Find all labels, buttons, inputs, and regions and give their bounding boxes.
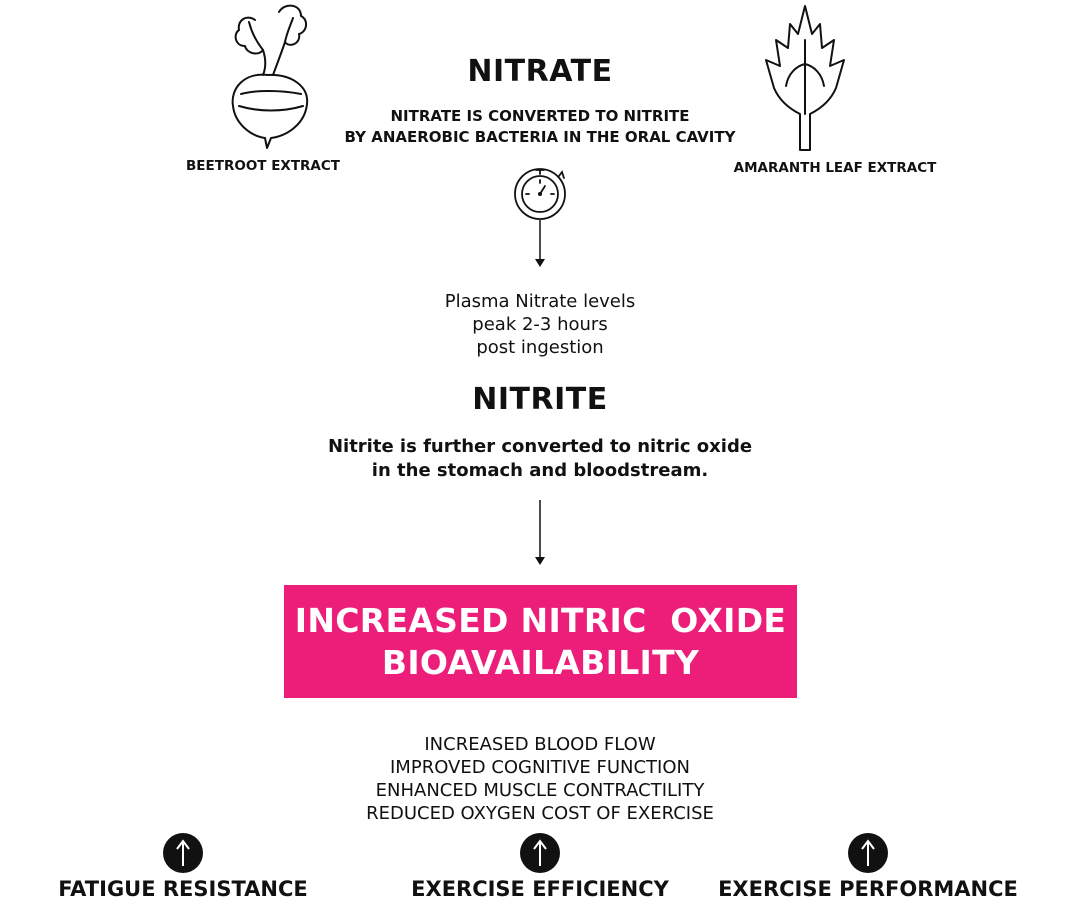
nitrate-title: NITRATE	[467, 54, 613, 89]
stopwatch-icon	[512, 166, 570, 222]
nitrite-description-line: in the stomach and bloodstream.	[371, 460, 709, 481]
arrow-down-2	[533, 500, 547, 568]
effects-list	[290, 733, 790, 825]
effect-item: INCREASED BLOOD FLOW	[424, 734, 656, 755]
plasma-timing-text	[390, 290, 690, 359]
up-arrow-icon	[848, 833, 888, 873]
nitrite-description-line: Nitrite is further converted to nitric oxide	[327, 436, 753, 457]
highlight-line: INCREASED NITRIC OXIDE	[294, 600, 787, 640]
effect-item: ENHANCED MUSCLE CONTRACTILITY	[375, 780, 705, 801]
up-arrow-icon	[163, 833, 203, 873]
timing-line: peak 2-3 hours	[472, 314, 608, 335]
outcome-exercise-efficiency: EXERCISE EFFICIENCY	[411, 877, 669, 901]
nitrate-description-line: NITRATE IS CONVERTED TO NITRITE	[390, 107, 690, 125]
timing-line: post ingestion	[476, 337, 604, 358]
outcome-exercise-performance: EXERCISE PERFORMANCE	[718, 877, 1018, 901]
nitrite-description	[300, 435, 780, 483]
up-arrow-icon	[520, 833, 560, 873]
nitrate-description	[300, 106, 780, 148]
timing-line: Plasma Nitrate levels	[444, 291, 636, 312]
effect-item: IMPROVED COGNITIVE FUNCTION	[390, 757, 690, 778]
amaranth-label: AMARANTH LEAF EXTRACT	[733, 160, 937, 176]
nitrite-title: NITRITE	[472, 382, 608, 417]
outcome-fatigue-resistance: FATIGUE RESISTANCE	[58, 877, 308, 901]
effect-item: REDUCED OXYGEN COST OF EXERCISE	[366, 803, 714, 824]
beetroot-label: BEETROOT EXTRACT	[186, 158, 340, 174]
nitrate-description-line: BY ANAEROBIC BACTERIA IN THE ORAL CAVITY	[344, 128, 736, 146]
nitric-oxide-highlight-box	[284, 585, 797, 698]
arrow-down-1	[533, 220, 547, 268]
highlight-line: BIOAVAILABILITY	[381, 642, 700, 682]
